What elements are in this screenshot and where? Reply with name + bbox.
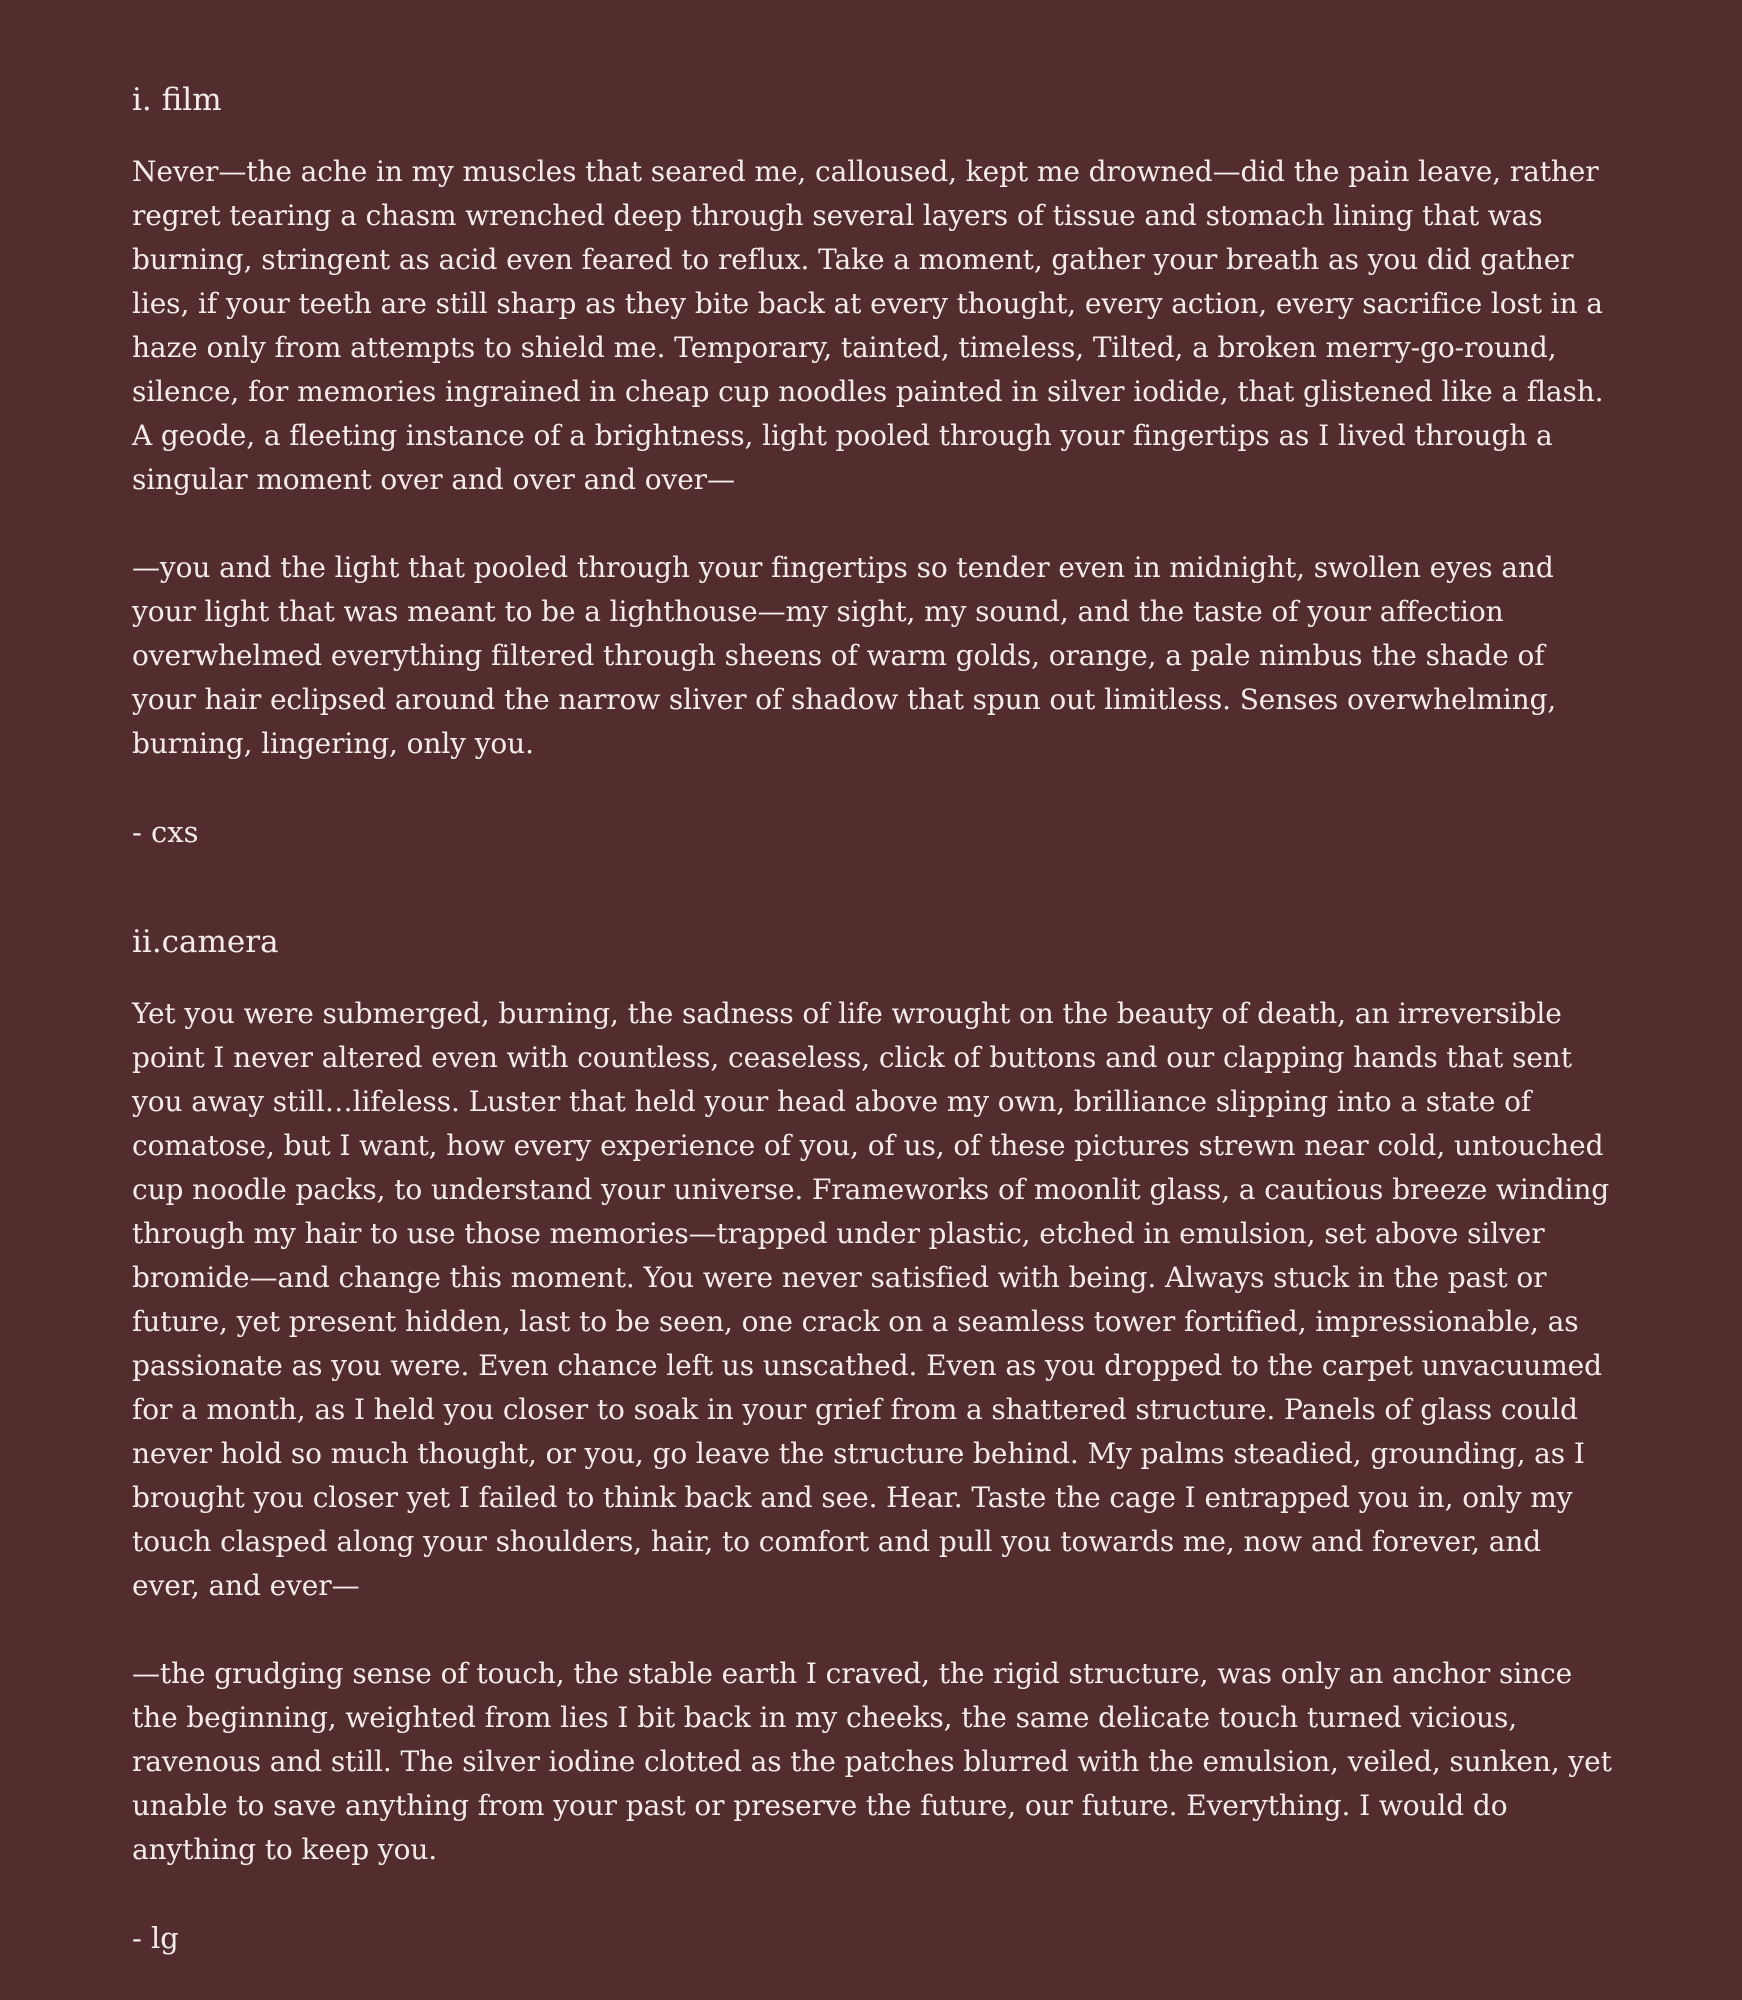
section-title: i. film <box>132 82 222 118</box>
section-title: ii.camera <box>132 924 279 960</box>
author-signature: - cxs <box>132 815 199 849</box>
paragraph: Never—the ache in my muscles that seared me, calloused, kept me drowned—did the pain leave, rather regret tearing a chasm wrenched deep through several layers of tissue and stomach lining that was burning, stringent as acid even feared to reflux. Take a moment, gather your breath as you did gather lies, if your teeth are still sharp as they bite back at every thought, every action, every sacrifice lost in a haze only from attempts to shield me. Temporary, tainted, timeless, Tilted, a broken merry-go-round, silence, for memories ingrained in cheap cup noodles painted in silver iodide, that glistened like a flash. A geode, a fleeting instance of a brightness, light pooled through your fingertips as I lived through a singular moment over and over and over— <box>132 155 1604 496</box>
section-camera <box>132 920 1612 1960</box>
paragraph: Yet you were submerged, burning, the sadness of life wrought on the beauty of death, an irreversible point I never altered even with countless, ceaseless, click of buttons and our clapping hands that sent you away still…lifeless. Luster that held your head above my own, brilliance slipping into a state of comatose, but I want, how every experience of you, of us, of these pictures strewn near cold, untouched cup noodle packs, to understand your universe. Frameworks of moonlit glass, a cautious breeze winding through my hair to use those memories—trapped under plastic, etched in emulsion, set above silver bromide—and change this moment. You were never satisfied with being. Always stuck in the past or future, yet present hidden, last to be seen, one crack on a seamless tower fortified, impressionable, as passionate as you were. Even chance left us unscathed. Even as you dropped to the carpet unvacuumed for a month, as I held you closer to soak in your grief from a shattered structure. Panels of glass could never hold so much thought, or you, go leave the structure behind. My palms steadied, grounding, as I brought you closer yet I failed to think back and see. Hear. Taste the cage I entrapped you in, only my touch clasped along your shoulders, hair, to comfort and pull you towards me, now and forever, and ever, and ever— <box>132 997 1610 1602</box>
paragraph: —you and the light that pooled through your fingertips so tender even in midnight, swollen eyes and your light that was meant to be a lighthouse—my sight, my sound, and the taste of your affection overwhelmed everything filtered through sheens of warm golds, orange, a pale nimbus the shade of your hair eclipsed around the narrow sliver of shadow that spun out limitless. Senses overwhelming, burning, lingering, only you. <box>132 551 1557 760</box>
paragraph: —the grudging sense of touch, the stable earth I craved, the rigid structure, was only an anchor since the beginning, weighted from lies I bit back in my cheeks, the same delicate touch turned vicious, ravenous and still. The silver iodine clotted as the patches blurred with the emulsion, veiled, sunken, yet unable to save anything from your past or preserve the future, our future. Everything. I would do anything to keep you. <box>132 1657 1612 1866</box>
section-film <box>132 78 1612 854</box>
author-signature: - lg <box>132 1921 179 1955</box>
